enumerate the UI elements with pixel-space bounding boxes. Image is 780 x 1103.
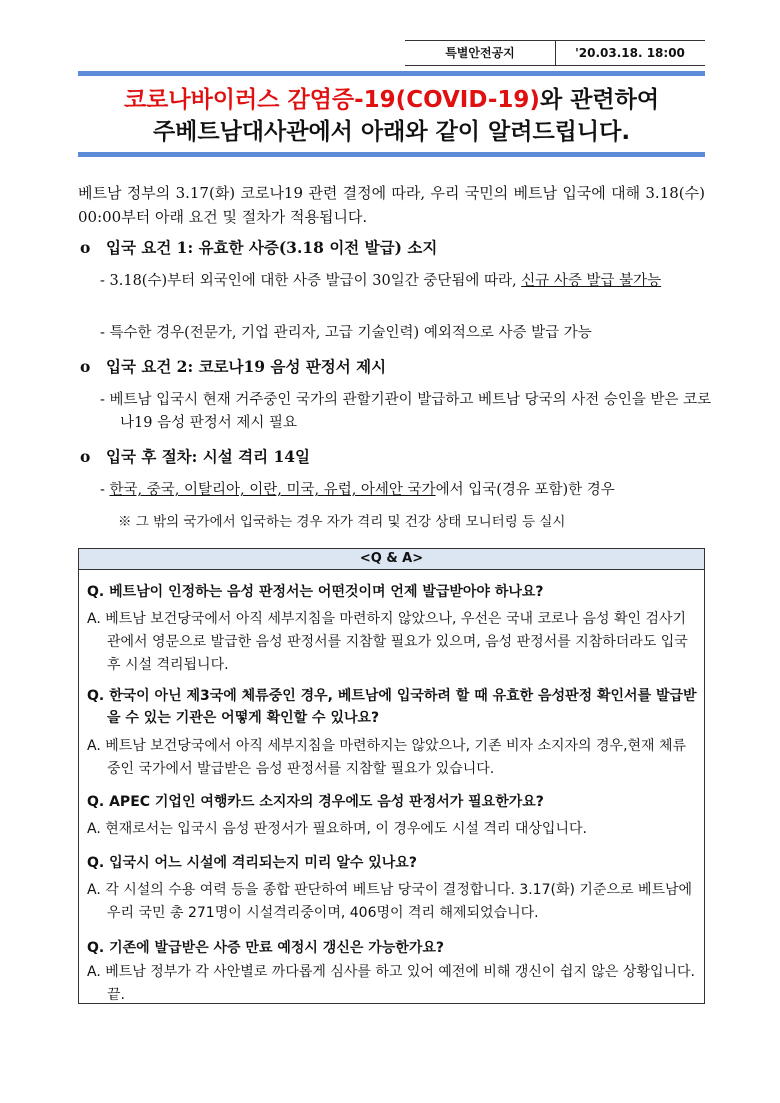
qa-answer: A. 현재로서는 입국시 음성 판정서가 필요하며, 이 경우에도 시설 격리 대상입니다. <box>87 821 587 837</box>
section-entry-requirement-1 <box>80 237 707 259</box>
bullet-marker: o <box>80 447 91 466</box>
item-dash: - <box>100 482 110 498</box>
bullet-marker: o <box>80 238 91 257</box>
header-box <box>405 40 705 66</box>
item-text: - 3.18(수)부터 외국인에 대한 사증 발급이 30일간 중단됨에 따라, <box>100 273 522 289</box>
qa-answer: A. 베트남 보건당국에서 아직 세부지침을 마련하지 않았으나, 우선은 국내 코로나 음성 확인 검사기관에서 영문으로 발급한 음성 판정서를 지참할 필요가 있으며, 음성 판정서를 지참하더라도 입국 후 시설 격리됩니다. <box>87 611 688 673</box>
list-item <box>100 270 725 293</box>
notice-datetime: '20.03.18. 18:00 <box>575 46 685 60</box>
qa-question: Q. 한국이 아닌 제3국에 체류중인 경우, 베트남에 입국하려 할 때 유효한 음성판정 확인서를 발급받을 수 있는 기관은 어떻게 확인할 수 있나요? <box>87 688 697 726</box>
list-item <box>100 479 725 502</box>
note-text: ※ 그 밖의 국가에서 입국하는 경우 자가 격리 및 건강 상태 모니터링 등 실시 <box>118 514 566 530</box>
qa-box <box>78 548 705 1004</box>
qa-answer: A. 베트남 정부가 각 사안별로 까다롭게 심사를 하고 있어 예전에 비해 갱신이 쉽지 않은 상황입니다. 끝. <box>87 964 695 1003</box>
list-item: - 특수한 경우(전문가, 기업 관리자, 고급 기술인력) 예외적으로 사증 발급 가능 <box>100 325 592 341</box>
title-bottom-rule <box>78 152 705 157</box>
page-title <box>78 84 705 148</box>
section-heading: 입국 요건 1: 유효한 사증(3.18 이전 발급) 소지 <box>106 238 438 257</box>
title-top-rule <box>78 71 705 76</box>
qa-question: Q. APEC 기업인 여행카드 소지자의 경우에도 음성 판정서가 필요한가요? <box>87 794 544 810</box>
qa-question: Q. 기존에 발급받은 사증 만료 예정시 갱신은 가능한가요? <box>87 940 444 956</box>
qa-question: Q. 베트남이 인정하는 음성 판정서는 어떤것이며 언제 발급받아야 하나요? <box>87 584 544 600</box>
list-item: - 베트남 입국시 현재 거주중인 국가의 관할기관이 발급하고 베트남 당국의 사전 승인을 받은 코로나19 음성 판정서 제시 필요 <box>100 392 712 431</box>
qa-answer: A. 각 시설의 수용 여력 등을 종합 판단하여 베트남 당국이 결정합니다. 3.17(화) 기준으로 베트남에 우리 국민 총 271명이 시설격리중이며, 406명이 격리 해제되었습니다. <box>87 882 693 921</box>
title-black-text: 와 관련하여 <box>539 87 660 113</box>
section-heading: 입국 후 절차: 시설 격리 14일 <box>106 447 311 466</box>
title-red-text: 코로나바이러스 감염증-19(COVID-19) <box>123 87 540 113</box>
underlined-text: 한국, 중국, 이탈리아, 이란, 미국, 유럽, 아세안 국가 <box>109 482 436 498</box>
underlined-text: 신규 사증 발급 불가능 <box>521 273 662 289</box>
title-line2: 주베트남대사관에서 아래와 같이 알려드립니다. <box>152 119 631 145</box>
qa-header: <Q & A> <box>79 549 704 570</box>
qa-question: Q. 입국시 어느 시설에 격리되는지 미리 알수 있나요? <box>87 855 417 871</box>
section-entry-requirement-2 <box>80 356 707 378</box>
qa-answer: A. 베트남 보건당국에서 아직 세부지침을 마련하지는 않았으나, 기존 비자 소지자의 경우,현재 체류중인 국가에서 발급받은 음성 판정서를 지참할 필요가 있습니다. <box>87 738 687 777</box>
intro-paragraph: 베트남 정부의 3.17(화) 코로나19 관련 결정에 따라, 우리 국민의 베트남 입국에 대해 3.18(수) 00:00부터 아래 요건 및 절차가 적용됩니다. <box>78 184 705 226</box>
section-post-entry-procedure <box>80 446 707 468</box>
bullet-marker: o <box>80 357 91 376</box>
item-text: 에서 입국(경유 포함)한 경우 <box>435 482 615 498</box>
notice-type-label: 특별안전공지 <box>405 41 556 65</box>
section-heading: 입국 요건 2: 코로나19 음성 판정서 제시 <box>106 357 387 376</box>
